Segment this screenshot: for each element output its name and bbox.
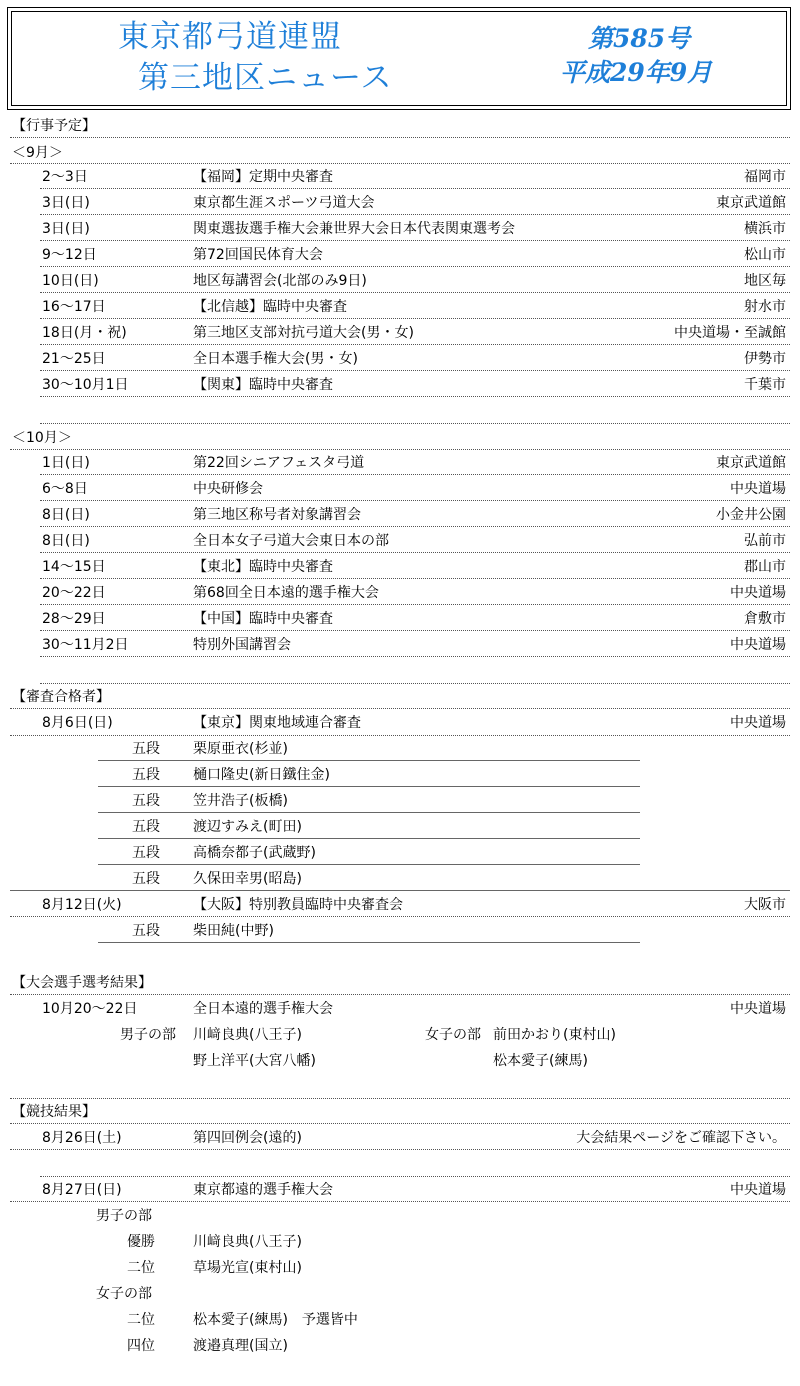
event-name: 第68回全日本遠的選手権大会 — [193, 585, 379, 601]
row-divider — [40, 214, 790, 215]
result-rank: 二位 — [127, 1312, 155, 1328]
result-date: 8月27日(日) — [42, 1182, 122, 1198]
divider — [10, 1149, 790, 1150]
row-divider — [40, 240, 790, 241]
passer-name: 久保田幸男(昭島) — [193, 871, 302, 887]
event-place: 射水市 — [744, 299, 786, 315]
selected-athlete: 川﨑良典(八王子) — [193, 1027, 302, 1043]
divider — [40, 1176, 790, 1177]
event-date: 28～29日 — [42, 611, 106, 627]
passer-name: 渡辺すみえ(町田) — [193, 819, 302, 835]
divider — [10, 708, 790, 709]
event-place: 横浜市 — [744, 221, 786, 237]
event-date: 30～10月1日 — [42, 377, 129, 393]
row-divider — [40, 526, 790, 527]
row-divider — [40, 500, 790, 501]
event-date: 1日(日) — [42, 455, 90, 471]
women-division-label: 女子の部 — [425, 1027, 481, 1043]
row-divider — [98, 864, 640, 865]
passer-name: 栗原亜衣(杉並) — [193, 741, 288, 757]
row-divider — [40, 474, 790, 475]
month-label-september: ＜9月＞ — [12, 145, 63, 161]
result-rank: 四位 — [127, 1338, 155, 1354]
event-name: 【北信越】臨時中央審査 — [193, 299, 347, 315]
event-place: 郡山市 — [744, 559, 786, 575]
event-place: 松山市 — [744, 247, 786, 263]
event-name: 第三地区支部対抗弓道大会(男・女) — [193, 325, 414, 341]
event-place: 福岡市 — [744, 169, 786, 185]
passer-rank: 五段 — [132, 845, 160, 861]
row-divider — [40, 683, 790, 684]
selection-date: 10月20～22日 — [42, 1001, 138, 1017]
row-divider — [40, 344, 790, 345]
result-name: 第四回例会(遠的) — [193, 1130, 302, 1146]
result-name: 東京都遠的選手権大会 — [193, 1182, 333, 1198]
event-name: 【東北】臨時中央審査 — [193, 559, 333, 575]
event-name: 【中国】臨時中央審査 — [193, 611, 333, 627]
event-name: 【関東】臨時中央審査 — [193, 377, 333, 393]
result-place: 中央道場 — [730, 1182, 786, 1198]
divider — [10, 890, 790, 891]
divider — [98, 942, 640, 943]
event-date: 3日(日) — [42, 195, 90, 211]
event-date: 8日(日) — [42, 533, 90, 549]
section-label-selection: 【大会選手選考結果】 — [12, 975, 152, 991]
event-date: 10日(日) — [42, 273, 99, 289]
event-date: 14～15日 — [42, 559, 106, 575]
event-place: 弘前市 — [744, 533, 786, 549]
event-name: 第22回シニアフェスタ弓道 — [193, 455, 365, 471]
event-date: 8日(日) — [42, 507, 90, 523]
event-date: 3日(日) — [42, 221, 90, 237]
result-date: 8月26日(土) — [42, 1130, 122, 1146]
women-division-label: 女子の部 — [96, 1286, 152, 1302]
exam-name: 【東京】関東地域連合審査 — [193, 715, 361, 731]
row-divider — [40, 292, 790, 293]
section-label-results: 【競技結果】 — [12, 1104, 96, 1120]
event-name: 東京都生涯スポーツ弓道大会 — [193, 195, 375, 211]
event-date: 21～25日 — [42, 351, 106, 367]
passer-rank: 五段 — [132, 923, 160, 939]
issue-number: 第585号 — [588, 24, 691, 53]
event-place: 中央道場 — [730, 637, 786, 653]
divider — [10, 735, 790, 736]
passer-rank: 五段 — [132, 871, 160, 887]
divider — [10, 163, 790, 164]
event-date: 16～17日 — [42, 299, 106, 315]
header-title-line2: 第三地区ニュース — [138, 60, 393, 96]
event-date: 9～12日 — [42, 247, 97, 263]
event-name: 第72回国民体育大会 — [193, 247, 323, 263]
divider — [10, 1098, 790, 1099]
row-divider — [98, 812, 640, 813]
header-title-line1: 東京都弓道連盟 — [118, 19, 342, 55]
event-name: 地区毎講習会(北部のみ9日) — [193, 273, 367, 289]
row-divider — [40, 396, 790, 397]
row-divider — [98, 786, 640, 787]
event-name: 中央研修会 — [193, 481, 263, 497]
selection-name: 全日本遠的選手権大会 — [193, 1001, 333, 1017]
row-divider — [40, 604, 790, 605]
men-division-label: 男子の部 — [120, 1027, 176, 1043]
event-place: 千葉市 — [744, 377, 786, 393]
passer-name: 樋口隆史(新日鐵住金) — [193, 767, 330, 783]
event-place: 中央道場・至誠館 — [674, 325, 786, 341]
selection-place: 中央道場 — [730, 1001, 786, 1017]
row-divider — [40, 578, 790, 579]
row-divider — [98, 838, 640, 839]
result-note: 大会結果ページをご確認下さい。 — [576, 1130, 786, 1146]
row-divider — [40, 630, 790, 631]
selected-athlete: 野上洋平(大宮八幡) — [193, 1053, 316, 1069]
row-divider — [40, 656, 790, 657]
event-place: 倉敷市 — [744, 611, 786, 627]
event-date: 2～3日 — [42, 169, 88, 185]
exam-place: 大阪市 — [744, 897, 786, 913]
passer-rank: 五段 — [132, 793, 160, 809]
passer-rank: 五段 — [132, 741, 160, 757]
divider — [10, 1201, 790, 1202]
event-date: 6～8日 — [42, 481, 88, 497]
passer-name: 笠井浩子(板橋) — [193, 793, 288, 809]
row-divider — [40, 188, 790, 189]
result-athlete: 草場光宣(東村山) — [193, 1260, 302, 1276]
event-date: 30～11月2日 — [42, 637, 129, 653]
event-place: 伊勢市 — [744, 351, 786, 367]
section-label-exam: 【審査合格者】 — [12, 689, 110, 705]
selected-athlete: 松本愛子(練馬) — [493, 1053, 588, 1069]
exam-date: 8月6日(日) — [42, 715, 113, 731]
divider — [10, 994, 790, 995]
event-name: 特別外国講習会 — [193, 637, 291, 653]
row-divider — [40, 266, 790, 267]
result-athlete: 松本愛子(練馬) 予選皆中 — [193, 1312, 358, 1328]
row-divider — [40, 370, 790, 371]
event-date: 18日(月・祝) — [42, 325, 127, 341]
exam-date: 8月12日(火) — [42, 897, 122, 913]
event-name: 【福岡】定期中央審査 — [193, 169, 333, 185]
passer-rank: 五段 — [132, 819, 160, 835]
divider — [10, 137, 790, 138]
event-place: 東京武道館 — [716, 455, 786, 471]
event-date: 20～22日 — [42, 585, 106, 601]
result-rank: 優勝 — [127, 1234, 155, 1250]
event-place: 中央道場 — [730, 481, 786, 497]
passer-rank: 五段 — [132, 767, 160, 783]
men-division-label: 男子の部 — [96, 1208, 152, 1224]
event-place: 中央道場 — [730, 585, 786, 601]
row-divider — [40, 318, 790, 319]
selected-athlete: 前田かおり(東村山) — [493, 1027, 616, 1043]
event-name: 全日本選手権大会(男・女) — [193, 351, 358, 367]
section-label-schedule: 【行事予定】 — [12, 118, 96, 134]
result-athlete: 渡邉真理(国立) — [193, 1338, 288, 1354]
event-name: 関東選抜選手権大会兼世界大会日本代表関東選考会 — [193, 221, 515, 237]
month-label-october: ＜10月＞ — [12, 430, 72, 446]
result-athlete: 川﨑良典(八王子) — [193, 1234, 302, 1250]
exam-place: 中央道場 — [730, 715, 786, 731]
passer-name: 高橋奈都子(武蔵野) — [193, 845, 316, 861]
result-rank: 二位 — [127, 1260, 155, 1276]
divider — [10, 916, 790, 917]
row-divider — [40, 423, 790, 424]
issue-date: 平成29年9月 — [560, 58, 713, 87]
event-place: 東京武道館 — [716, 195, 786, 211]
exam-name: 【大阪】特別教員臨時中央審査会 — [193, 897, 403, 913]
event-name: 全日本女子弓道大会東日本の部 — [193, 533, 389, 549]
event-name: 第三地区称号者対象講習会 — [193, 507, 361, 523]
event-place: 地区毎 — [744, 273, 786, 289]
row-divider — [98, 760, 640, 761]
passer-name: 柴田純(中野) — [193, 923, 274, 939]
divider — [10, 449, 790, 450]
divider — [10, 1123, 790, 1124]
row-divider — [40, 552, 790, 553]
event-place: 小金井公園 — [716, 507, 786, 523]
